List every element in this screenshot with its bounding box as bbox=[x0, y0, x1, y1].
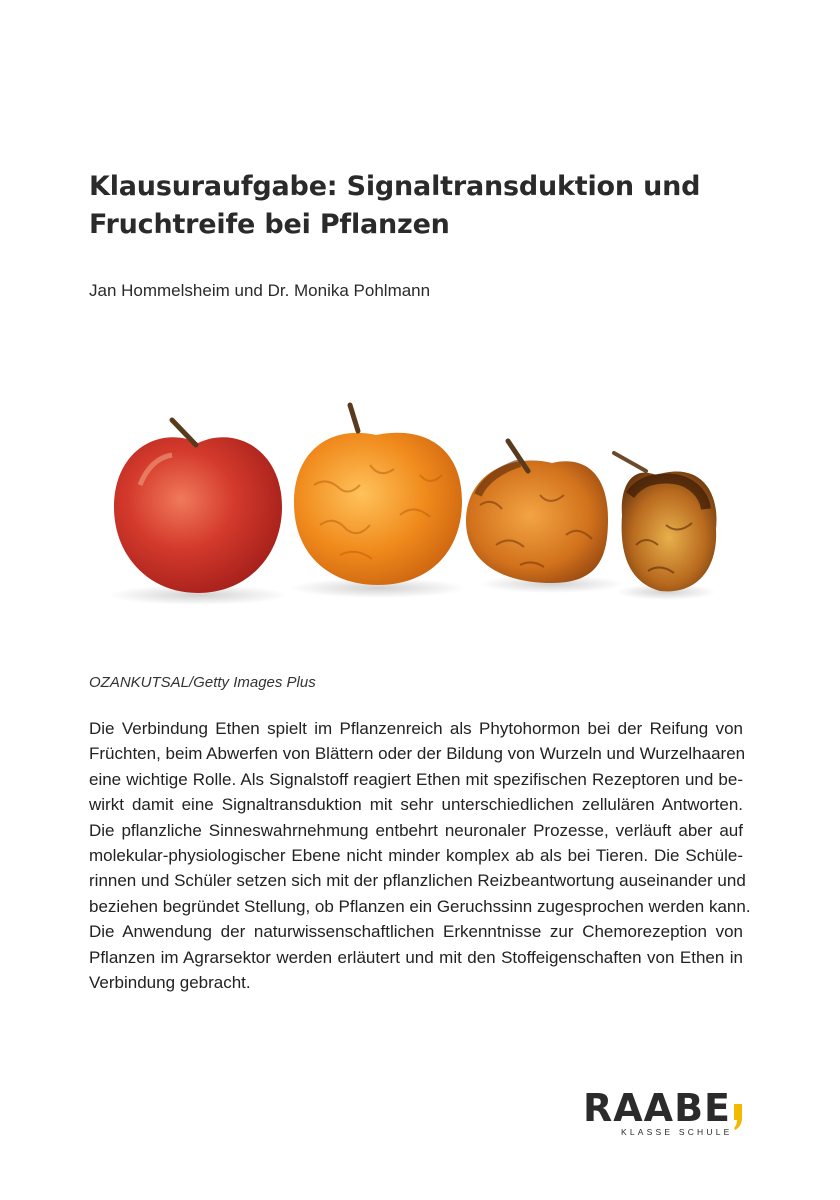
image-credit: OZANKUTSAL/Getty Images Plus bbox=[89, 674, 316, 691]
body-line: Früchten, beim Abwerfen von Blättern oder der Bildung von Wurzeln und Wurzelhaaren bbox=[89, 744, 746, 764]
logo-comma-icon bbox=[733, 1104, 743, 1130]
rotten-apple bbox=[614, 453, 717, 591]
fresh-apple bbox=[114, 420, 282, 593]
body-paragraph bbox=[89, 716, 751, 995]
title-line-1: Klausuraufgabe: Signaltransduktion und bbox=[89, 171, 701, 202]
body-line: Verbindung gebracht. bbox=[89, 973, 251, 993]
wrinkled-apple bbox=[294, 405, 462, 585]
document-title bbox=[89, 168, 749, 244]
logo-wordmark: RAABE bbox=[583, 1086, 732, 1130]
body-line: beziehen begründet Stellung, ob Pflanzen ein Geruchssinn zugesprochen werden kann. bbox=[89, 896, 751, 916]
logo-tagline: KLASSE SCHULE bbox=[621, 1127, 733, 1137]
body-line: eine wichtige Rolle. Als Signalstoff reagiert Ethen mit spezifischen Rezeptoren und be- bbox=[89, 769, 743, 789]
body-line: wirkt damit eine Signaltransduktion mit sehr unterschiedlichen zellulären Antworten. bbox=[89, 795, 743, 815]
body-line: Pflanzen im Agrarsektor werden erläutert und mit den Stoffeigenschaften von Ethen in bbox=[89, 947, 743, 967]
apples-ripening-photo bbox=[100, 395, 750, 625]
dried-apple bbox=[466, 441, 608, 583]
body-line: Die pflanzliche Sinneswahrnehmung entbehrt neuronaler Prozesse, verläuft aber auf bbox=[89, 820, 743, 840]
raabe-logo bbox=[583, 1088, 748, 1140]
authors: Jan Hommelsheim und Dr. Monika Pohlmann bbox=[89, 281, 431, 300]
title-line-2: Fruchtreife bei Pflanzen bbox=[89, 209, 450, 240]
body-line: Die Verbindung Ethen spielt im Pflanzenreich als Phytohormon bei der Reifung von bbox=[89, 719, 743, 738]
body-line: rinnen und Schüler setzen sich mit der pflanzlichen Reizbeantwortung auseinander und bbox=[89, 871, 746, 891]
body-line: molekular-physiologischer Ebene nicht minder komplex ab als bei Tieren. Die Schüle- bbox=[89, 846, 743, 866]
body-line: Die Anwendung der naturwissenschaftlichen Erkenntnisse zur Chemorezeption von bbox=[89, 922, 743, 942]
